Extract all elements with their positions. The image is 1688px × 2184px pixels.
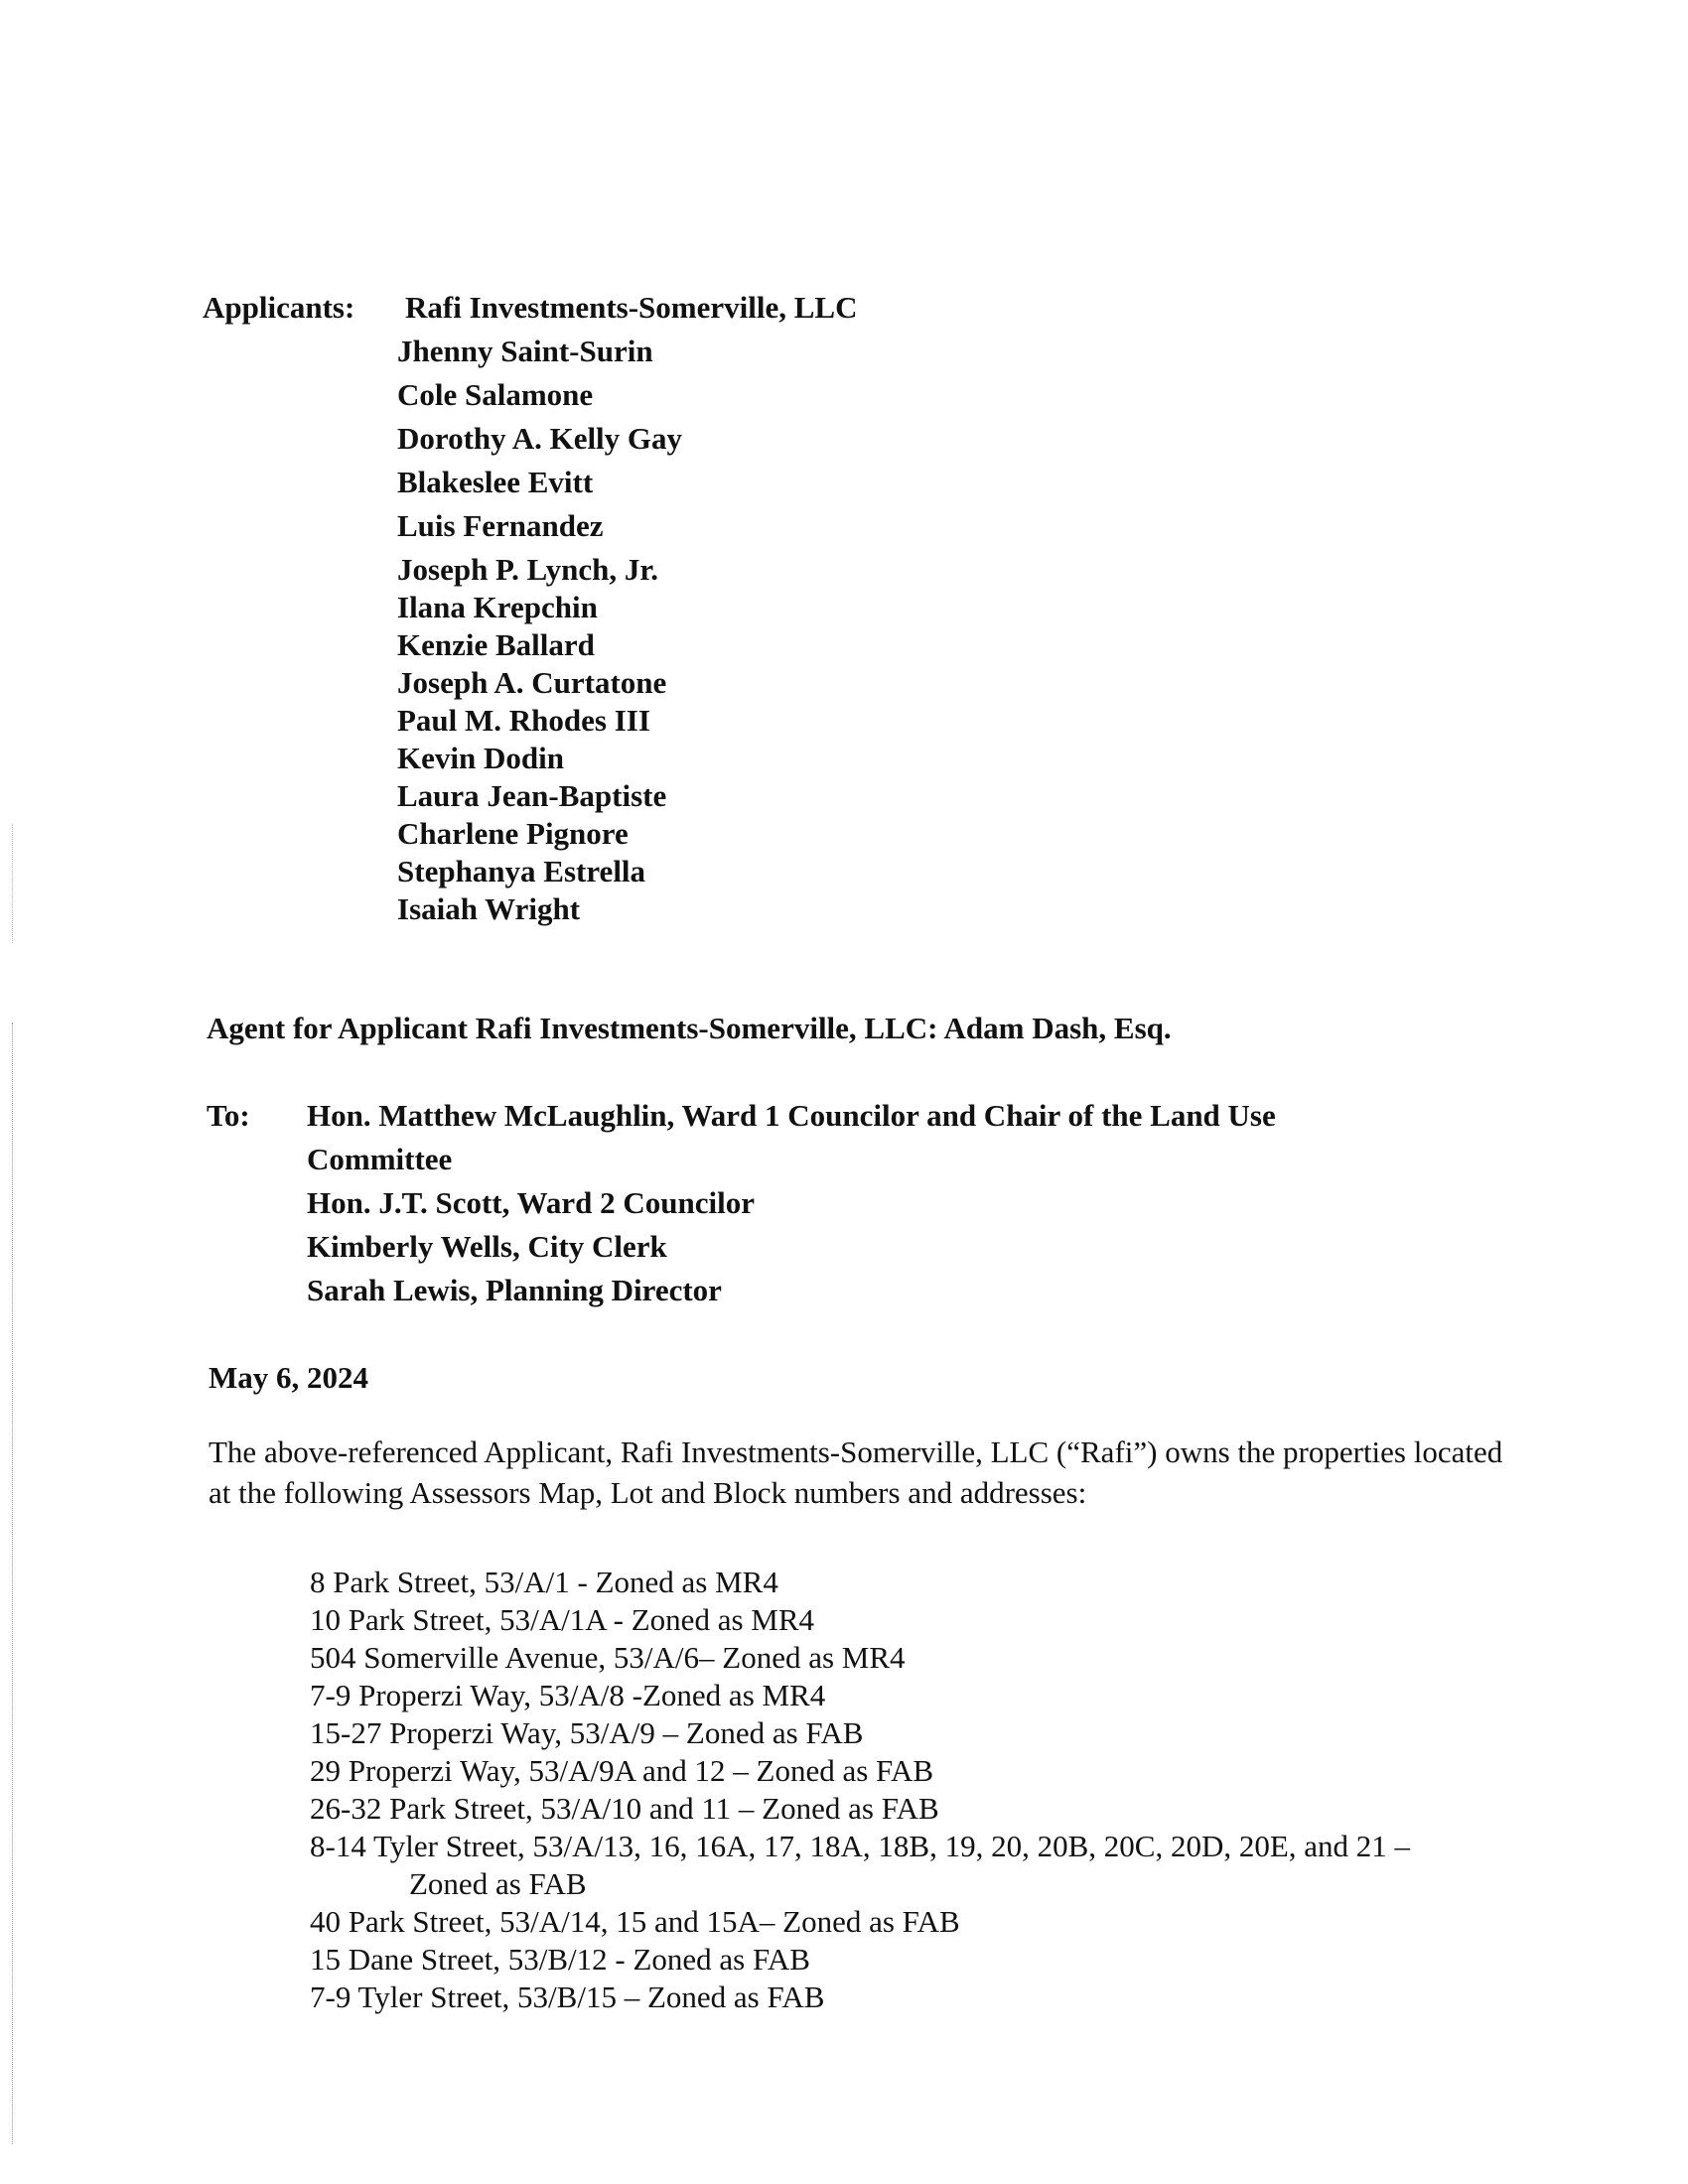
property-item: 7-9 Properzi Way, 53/A/8 -Zoned as MR4 — [310, 1678, 826, 1712]
applicant-name: Laura Jean-Baptiste — [397, 778, 667, 813]
applicant-name: Kevin Dodin — [397, 741, 564, 775]
recipient: Hon. Matthew McLaughlin, Ward 1 Councilor and Chair of the Land Use — [307, 1098, 1276, 1133]
agent-line: Agent for Applicant Rafi Investments-Somerville, LLC: Adam Dash, Esq. — [207, 1011, 1172, 1045]
applicant-name: Joseph P. Lynch, Jr. — [397, 552, 659, 587]
property-item: 504 Somerville Avenue, 53/A/6– Zoned as MR4 — [310, 1640, 906, 1675]
applicant-name: Jhenny Saint-Surin — [397, 334, 653, 368]
applicant-name: Dorothy A. Kelly Gay — [397, 421, 683, 456]
property-item: 29 Properzi Way, 53/A/9A and 12 – Zoned as FAB — [310, 1753, 934, 1788]
applicant-name: Isaiah Wright — [397, 891, 581, 926]
scan-edge-mark — [12, 1023, 13, 2144]
recipient: Committee — [307, 1142, 453, 1176]
recipient: Hon. J.T. Scott, Ward 2 Councilor — [307, 1185, 755, 1220]
scan-edge-mark-upper — [12, 824, 13, 943]
applicant-name: Luis Fernandez — [397, 508, 604, 543]
property-item: 8 Park Street, 53/A/1 - Zoned as MR4 — [310, 1565, 778, 1599]
property-item: 15 Dane Street, 53/B/12 - Zoned as FAB — [310, 1942, 810, 1977]
recipient: Sarah Lewis, Planning Director — [307, 1273, 722, 1307]
applicants-label: Applicants: — [203, 290, 355, 325]
letter-date: May 6, 2024 — [209, 1360, 369, 1395]
recipient: Kimberly Wells, City Clerk — [307, 1229, 667, 1264]
applicant-name: Blakeslee Evitt — [397, 465, 594, 499]
applicant-name: Stephanya Estrella — [397, 854, 646, 888]
applicant-name: Ilana Krepchin — [397, 590, 598, 624]
property-item: 26-32 Park Street, 53/A/10 and 11 – Zoned as FAB — [310, 1791, 939, 1826]
applicant-name: Kenzie Ballard — [397, 627, 595, 662]
applicant-name: Rafi Investments-Somerville, LLC — [405, 290, 858, 325]
applicant-name: Cole Salamone — [397, 377, 594, 412]
property-item: 8-14 Tyler Street, 53/A/13, 16, 16A, 17, 18A, 18B, 19, 20, 20B, 20C, 20D, 20E, and 21 – — [310, 1829, 1411, 1863]
property-item: 10 Park Street, 53/A/1A - Zoned as MR4 — [310, 1602, 815, 1637]
to-label: To: — [207, 1098, 250, 1133]
property-item-continuation: Zoned as FAB — [409, 1866, 587, 1901]
property-item: 40 Park Street, 53/A/14, 15 and 15A– Zoned as FAB — [310, 1904, 960, 1939]
applicant-name: Charlene Pignore — [397, 816, 629, 851]
intro-paragraph: The above-referenced Applicant, Rafi Investments-Somerville, LLC (“Rafi”) owns the properties located at the following Assessors Map, Lot and Block numbers and addresses: — [209, 1434, 1503, 1510]
property-item: 15-27 Properzi Way, 53/A/9 – Zoned as FAB — [310, 1715, 864, 1750]
applicant-name: Joseph A. Curtatone — [397, 665, 667, 700]
applicant-name: Paul M. Rhodes III — [397, 703, 650, 738]
property-item: 7-9 Tyler Street, 53/B/15 – Zoned as FAB — [310, 1979, 825, 2014]
